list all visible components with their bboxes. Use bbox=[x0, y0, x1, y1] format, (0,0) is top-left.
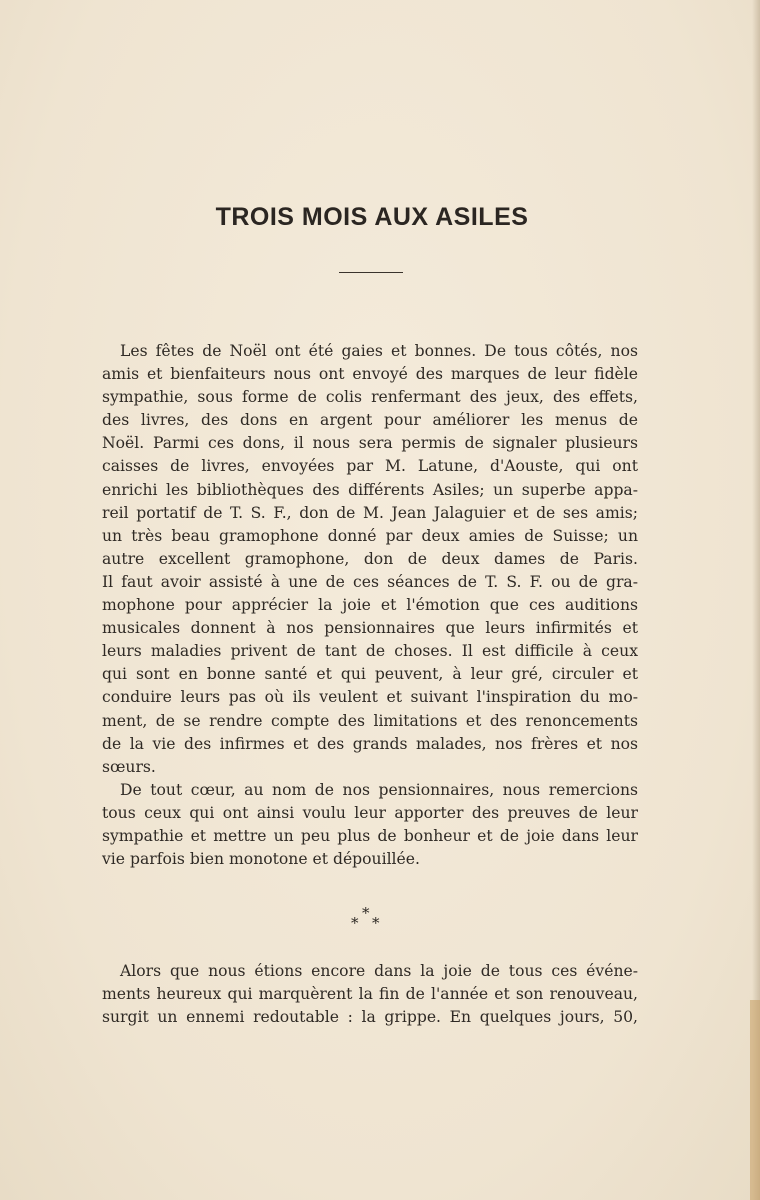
text-line: mophone pour apprécier la joie et l'émotion que ces auditions bbox=[102, 596, 638, 615]
text-line: Les fêtes de Noël ont été gaies et bonnes. De tous côtés, nos bbox=[120, 342, 638, 360]
asterism-star-top: * bbox=[362, 904, 370, 922]
text-line: Il faut avoir assisté à une de ces séances de T. S. F. ou de gra- bbox=[102, 572, 638, 591]
text-line: De tout cœur, au nom de nos pensionnaires, nous remercions bbox=[120, 781, 638, 799]
text-line: conduire leurs pas où ils veulent et suivant l'inspiration du mo- bbox=[102, 688, 638, 707]
text-line: amis et bienfaiteurs nous ont envoyé des marques de leur fidèle bbox=[102, 365, 638, 384]
asterism-star-left: * bbox=[351, 914, 359, 932]
asterism-star-right: * bbox=[372, 914, 380, 932]
text-line: vie parfois bien monotone et dépouillée. bbox=[102, 850, 420, 869]
title-rule bbox=[339, 272, 403, 273]
text-line: musicales donnent à nos pensionnaires que leurs infirmités et bbox=[102, 619, 638, 638]
text-line: autre excellent gramophone, don de deux dames de Paris. bbox=[102, 549, 638, 568]
text-line: Alors que nous étions encore dans la joie de tous ces événe- bbox=[120, 962, 638, 980]
text-line: ments heureux qui marquèrent la fin de l'année et son renouveau, bbox=[102, 985, 638, 1004]
asterism bbox=[351, 906, 385, 936]
text-line: sympathie et mettre un peu plus de bonheur et de joie dans leur bbox=[102, 827, 638, 846]
text-line: sympathie, sous forme de colis renfermant des jeux, des effets, bbox=[102, 388, 638, 407]
text-line: sœurs. bbox=[102, 757, 156, 776]
text-line: reil portatif de T. S. F., don de M. Jean Jalaguier et de ses amis; bbox=[102, 503, 638, 522]
text-line: Noël. Parmi ces dons, il nous sera permis de signaler plusieurs bbox=[102, 434, 638, 453]
paragraph-3 bbox=[102, 960, 638, 1029]
text-line: un très beau gramophone donné par deux amies de Suisse; un bbox=[102, 526, 638, 545]
text-line: enrichi les bibliothèques des différents Asiles; un superbe appa- bbox=[102, 480, 638, 499]
text-line: qui sont en bonne santé et qui peuvent, à leur gré, circuler et bbox=[102, 665, 638, 684]
text-line: de la vie des infirmes et des grands malades, nos frères et nos bbox=[102, 734, 638, 753]
text-line: tous ceux qui ont ainsi voulu leur apporter des preuves de leur bbox=[102, 804, 638, 823]
article-title: TROIS MOIS AUX ASILES bbox=[215, 203, 529, 231]
paragraph-1 bbox=[102, 340, 638, 779]
text-line: des livres, des dons en argent pour améliorer les menus de bbox=[102, 411, 638, 430]
page-edge-stain bbox=[750, 1000, 760, 1200]
text-line: caisses de livres, envoyées par M. Latune, d'Aouste, qui ont bbox=[102, 457, 638, 476]
text-line: leurs maladies privent de tant de choses. Il est difficile à ceux bbox=[102, 642, 638, 661]
text-line: surgit un ennemi redoutable : la grippe. En quelques jours, 50, bbox=[102, 1008, 638, 1027]
text-line: ment, de se rendre compte des limitations et des renoncements bbox=[102, 711, 638, 730]
paragraph-2 bbox=[102, 779, 638, 871]
